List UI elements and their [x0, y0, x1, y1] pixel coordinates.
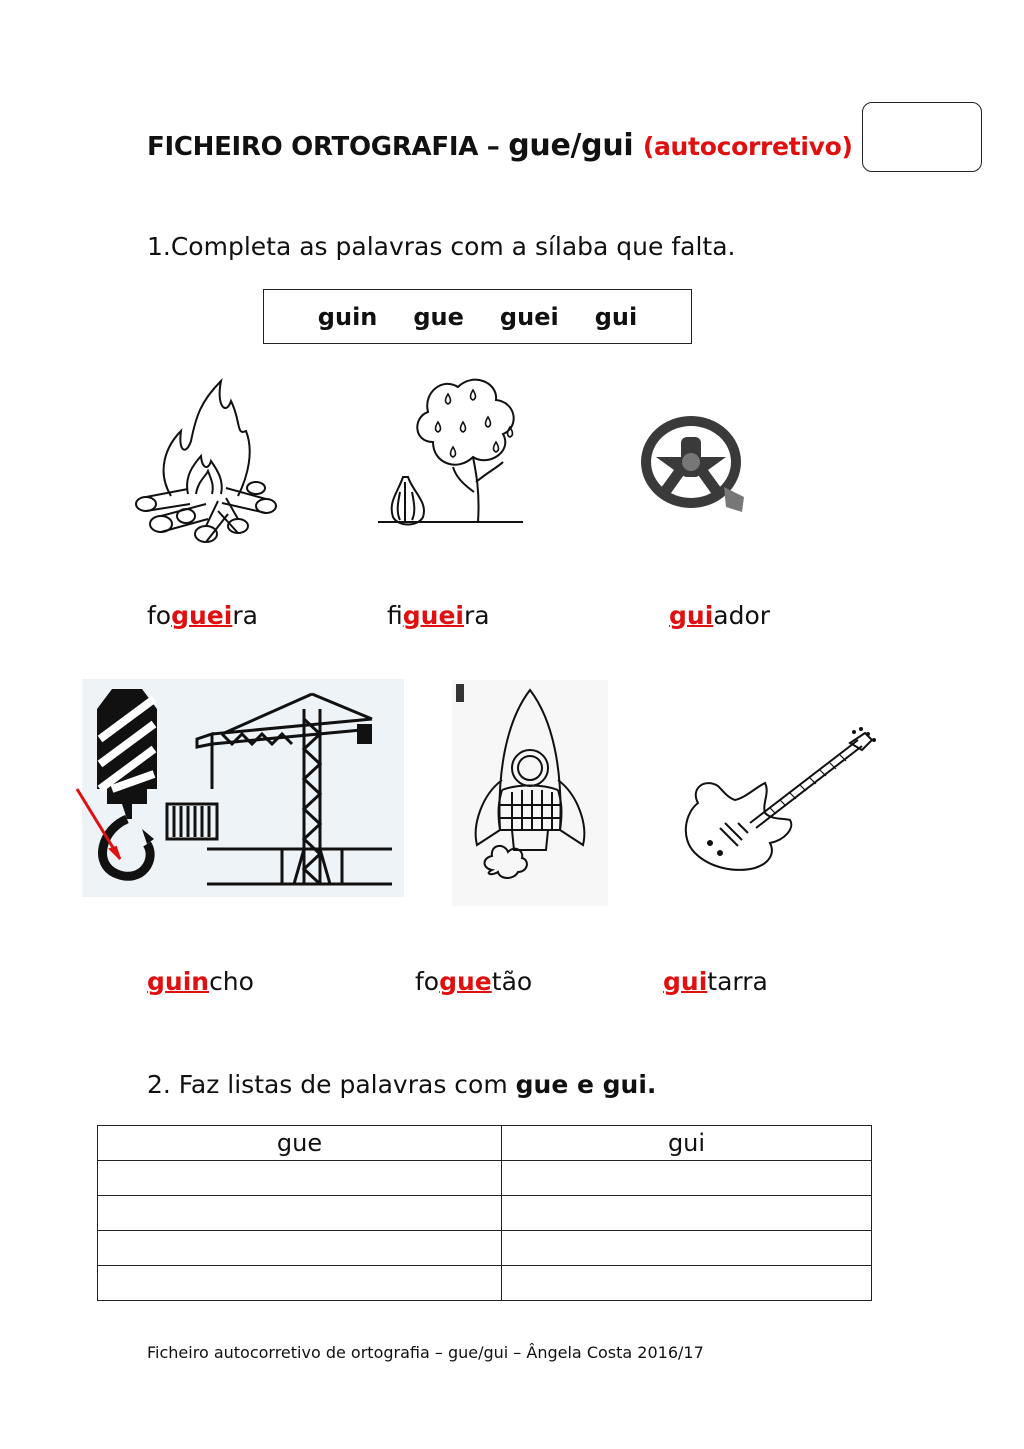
table-cell[interactable] — [502, 1266, 872, 1301]
title-red: (autocorretivo) — [642, 132, 853, 161]
table-cell[interactable] — [502, 1196, 872, 1231]
guitar-icon — [680, 728, 875, 883]
score-box — [862, 102, 982, 172]
word-guitarra: guitarra — [663, 967, 768, 996]
table-cell[interactable] — [98, 1161, 502, 1196]
bonfire-icon — [126, 376, 286, 546]
table-row — [98, 1231, 872, 1266]
title-main: FICHEIRO ORTOGRAFIA – — [147, 132, 509, 162]
answer-fill: guei — [402, 601, 464, 630]
column-header-gui: gui — [502, 1126, 872, 1161]
syllable: guin — [317, 302, 378, 331]
syllable-box — [263, 289, 692, 344]
word-guiador: guiador — [669, 601, 771, 630]
table-header-row — [98, 1126, 872, 1161]
answer-fill: guei — [171, 601, 233, 630]
answer-fill: gui — [669, 601, 714, 630]
word-foguetao: foguetão — [415, 967, 533, 996]
table-row — [98, 1161, 872, 1196]
answer-fill: gue — [439, 967, 492, 996]
exercise2-instruction: 2. Faz listas de palavras com gue e gui. — [147, 1070, 657, 1099]
word-figueira: figueira — [387, 601, 490, 630]
table-cell[interactable] — [502, 1161, 872, 1196]
syllable: gui — [594, 302, 638, 331]
table-cell[interactable] — [502, 1231, 872, 1266]
answer-fill: gui — [663, 967, 708, 996]
title-sub: gue/gui — [508, 128, 634, 163]
table-row — [98, 1196, 872, 1231]
word-guincho: guincho — [147, 967, 254, 996]
word-list-table — [97, 1125, 872, 1301]
table-cell[interactable] — [98, 1196, 502, 1231]
syllable: gue — [413, 302, 464, 331]
answer-fill: guin — [147, 967, 210, 996]
fig-tree-icon — [378, 372, 548, 542]
syllable: guei — [499, 302, 559, 331]
steering-wheel-icon — [636, 412, 752, 520]
word-fogueira: fogueira — [147, 601, 258, 630]
table-row — [98, 1266, 872, 1301]
rocket-icon — [452, 680, 608, 906]
exercise1-instruction: 1.Completa as palavras com a sílaba que falta. — [147, 232, 736, 261]
table-cell[interactable] — [98, 1266, 502, 1301]
table-cell[interactable] — [98, 1231, 502, 1266]
footer-text: Ficheiro autocorretivo de ortografia – gue/gui – Ângela Costa 2016/17 — [147, 1343, 704, 1362]
crane-hook-icon — [82, 679, 404, 897]
page-title — [147, 128, 853, 163]
column-header-gue: gue — [98, 1126, 502, 1161]
